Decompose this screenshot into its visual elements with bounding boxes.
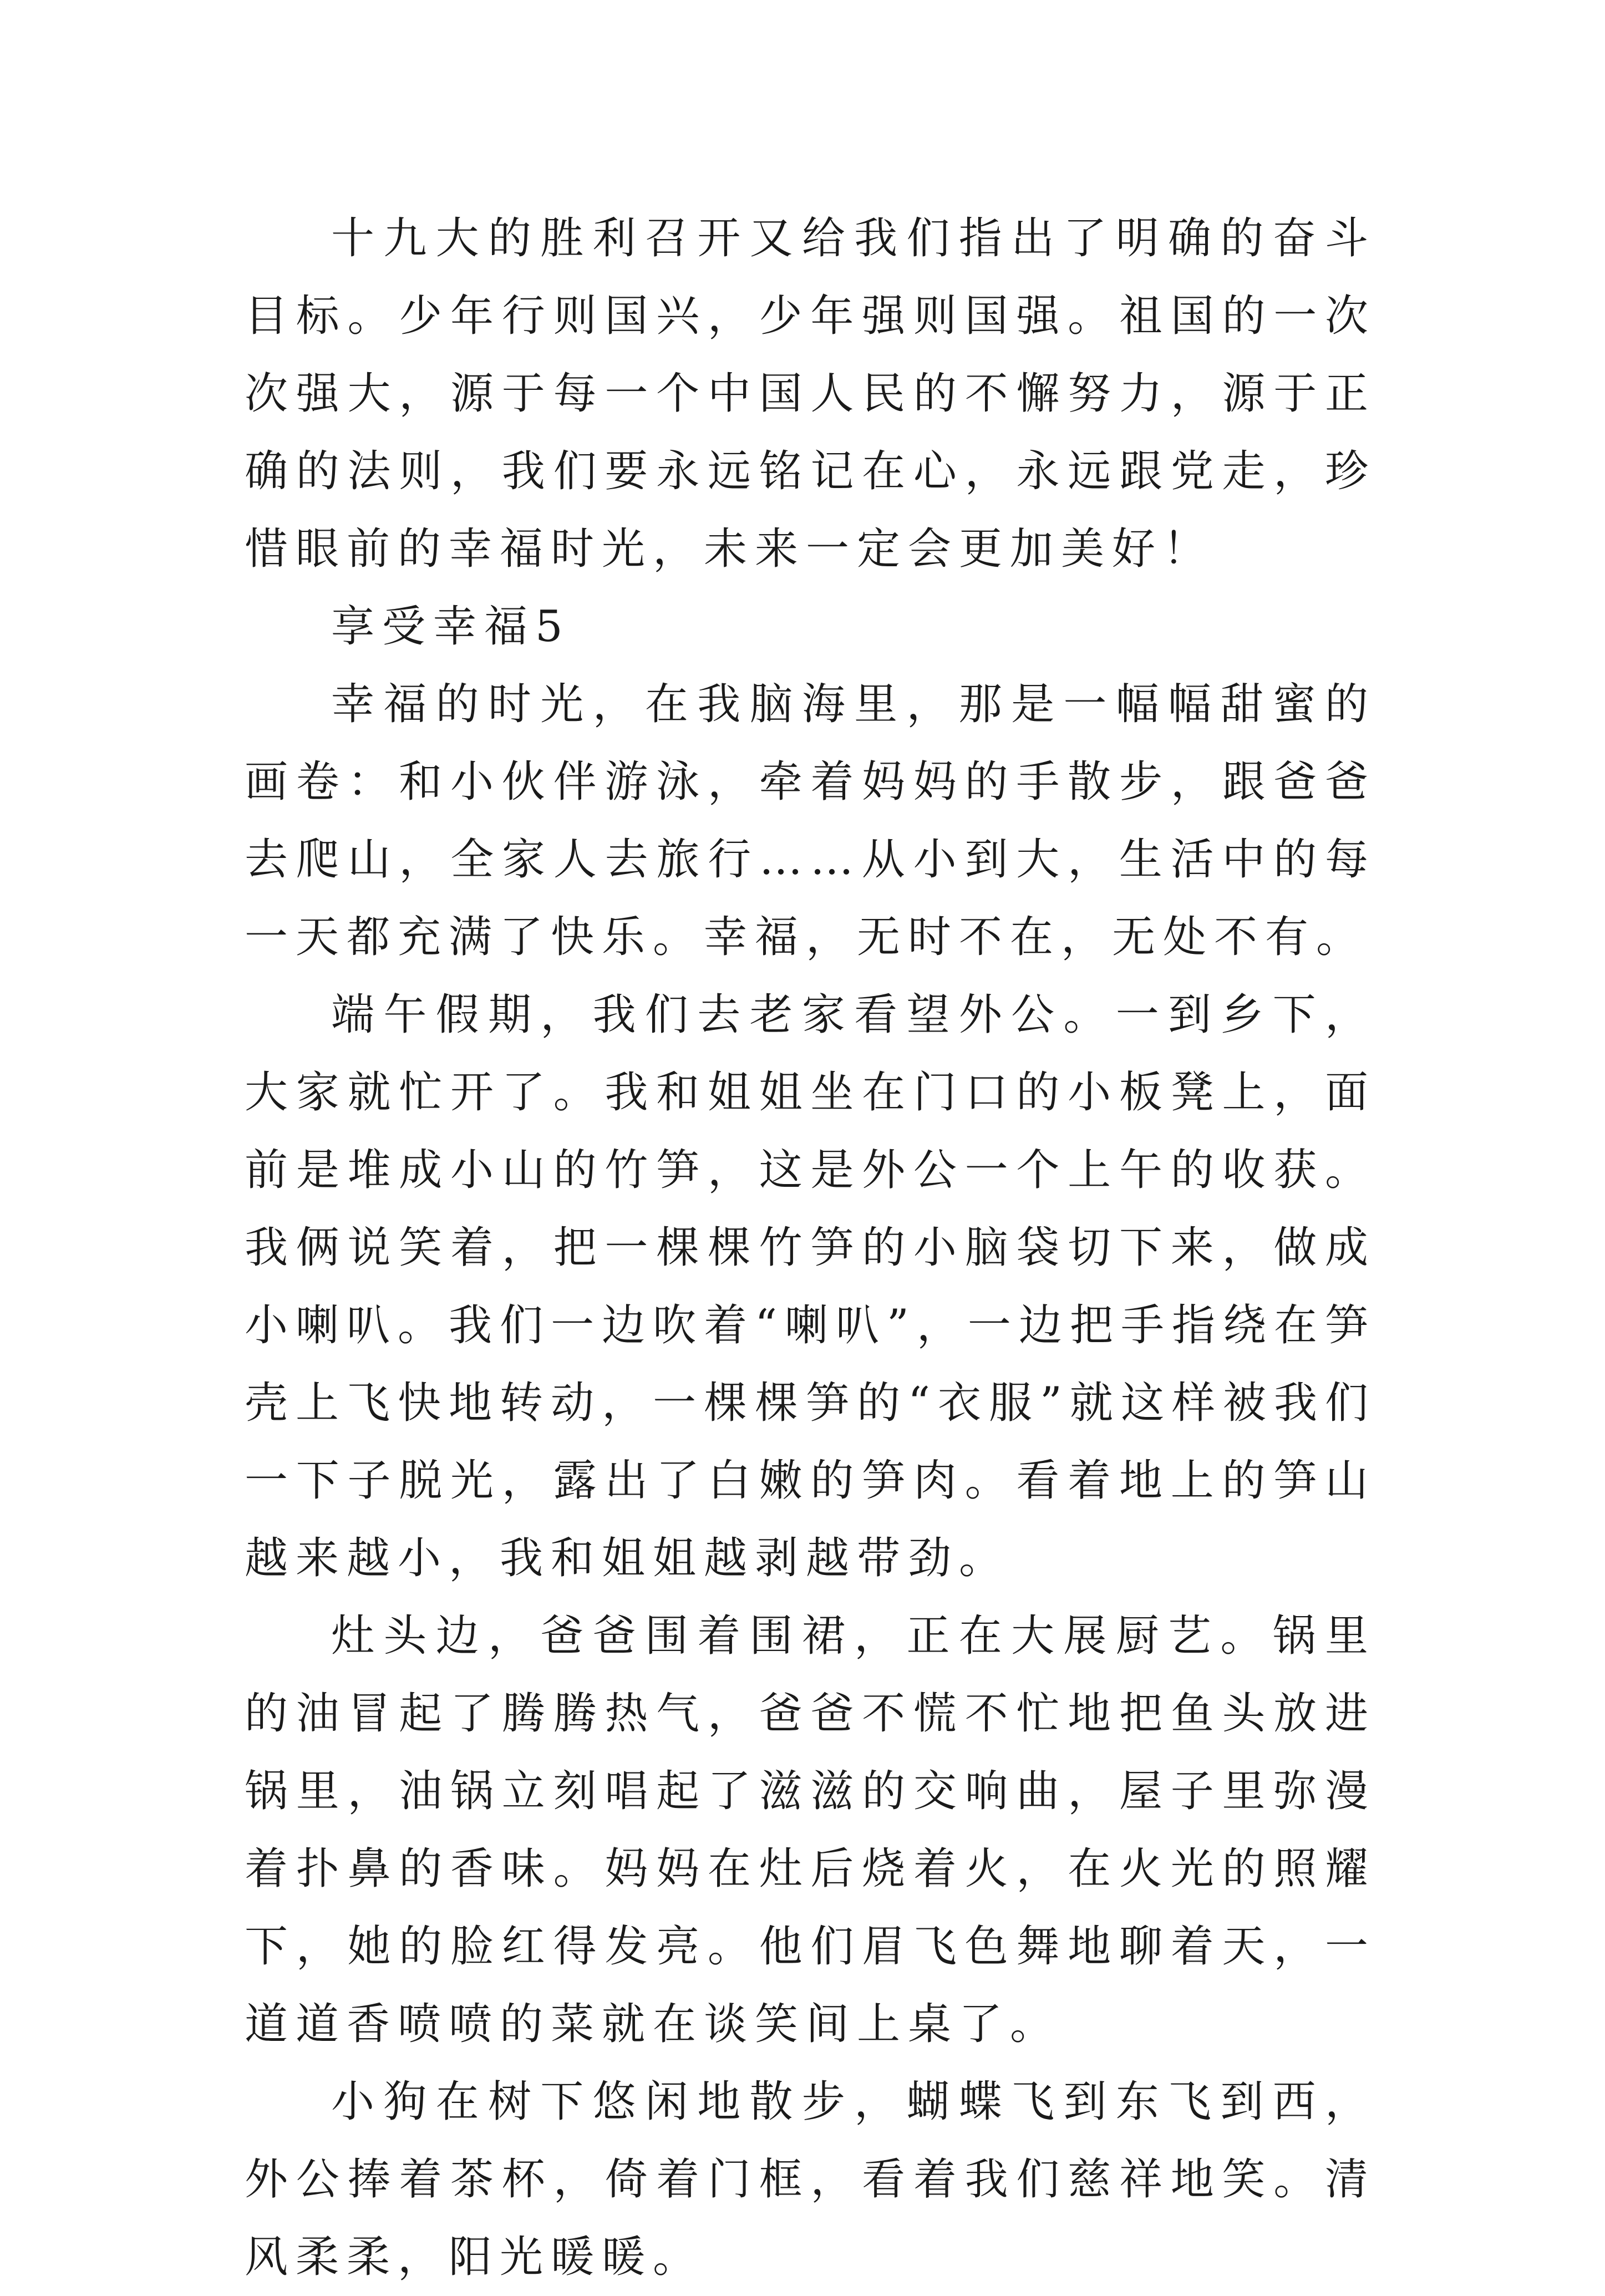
section-heading: 享受幸福5 (331, 602, 571, 652)
paragraph: 端午假期，我们去老家看望外公。一到乡下，大家就忙开了。我和姐姐坐在门口的小板凳上，面前是堆成小山的竹笋，这是外公一个上午的收获。我俩说笑着，把一棵棵竹笋的小脑袋切下来，做成小喇叭。我们一边吹着“喇叭”，一边把手指绕在笋壳上飞快地转动，一棵棵笋的“衣服”就这样被我们一下子脱光，露出了白嫩的笋肉。看着地上的笋山越来越小，我和姐姐越剥越带劲。 (245, 990, 1376, 1583)
paragraph: 十九大的胜利召开又给我们指出了明确的奋斗目标。少年行则国兴，少年强则国强。祖国的一次次强大，源于每一个中国人民的不懈努力，源于正确的法则，我们要永远铭记在心，永远跟党走，珍惜眼前的幸福时光，未来一定会更加美好！ (245, 214, 1376, 574)
document-body (245, 200, 1376, 2296)
paragraph: 灶头边，爸爸围着围裙，正在大展厨艺。锅里的油冒起了腾腾热气，爸爸不慌不忙地把鱼头放进锅里，油锅立刻唱起了滋滋的交响曲，屋子里弥漫着扑鼻的香味。妈妈在灶后烧着火，在火光的照耀下，她的脸红得发亮。他们眉飞色舞地聊着天，一道道香喷喷的菜就在谈笑间上桌了。 (245, 1611, 1376, 2049)
paragraph: 小狗在树下悠闲地散步，蝴蝶飞到东飞到西，外公捧着茶杯，倚着门框，看着我们慈祥地笑。清风柔柔，阳光暖暖。 (245, 2077, 1376, 2282)
paragraph: 幸福的时光，在我脑海里，那是一幅幅甜蜜的画卷：和小伙伴游泳，牵着妈妈的手散步，跟爸爸去爬山，全家人去旅行……从小到大，生活中的每一天都充满了快乐。幸福，无时不在，无处不有。 (245, 679, 1376, 962)
